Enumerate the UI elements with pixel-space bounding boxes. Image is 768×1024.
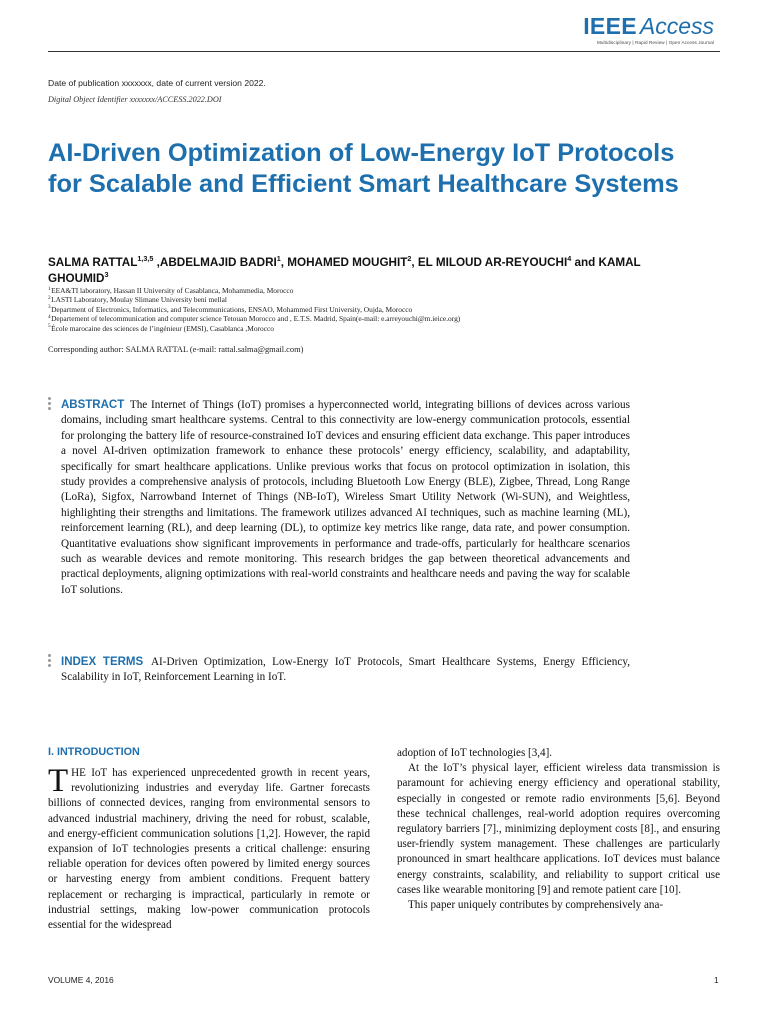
- affiliation-item: $^4$Departement of telecommunication and computer science Tetouan Morocco and , E.T.S. Madrid, Spain(e-mail: e.arreyouchi@m.ieice.org): [48, 313, 461, 324]
- publication-date: Date of publication xxxxxxx, date of current version 2022.: [48, 78, 266, 88]
- affiliation-list: [48, 286, 720, 333]
- header-rule: [48, 51, 720, 52]
- author-affil-sup: 2: [407, 254, 412, 264]
- index-terms-block: [61, 655, 630, 686]
- author-name: MOHAMED MOUGHIT: [287, 256, 408, 269]
- body-paragraph: This paper uniquely contributes by comprehensively ana-: [408, 899, 664, 912]
- logo-access-text: Access: [639, 13, 714, 39]
- affiliation-item: $^5$École marocaine des sciences de l’ingénieur (EMSI), Casablanca ,Morocco: [48, 323, 274, 333]
- author-affil-sup: 4: [567, 254, 572, 264]
- author-name: EL MILOUD AR-REYOUCHI: [417, 256, 568, 269]
- author-name: KAMAL GHOUMID: [48, 256, 641, 285]
- abstract-dots-icon: [48, 397, 52, 412]
- author-name: ABDELMAJID BADRI: [159, 256, 277, 269]
- author-name: SALMA RATTAL: [48, 256, 138, 269]
- affiliation-item: $^1$EEA&TI laboratory, Hassan II University of Casablanca, Mohammedia, Morocco: [48, 285, 294, 295]
- section-heading: I. INTRODUCTION: [48, 746, 140, 758]
- index-terms-text: AI-Driven Optimization, Low-Energy IoT Protocols, Smart Healthcare Systems, Energy Efficiency, Scalability in IoT, Reinforcement Learning in IoT.: [61, 656, 630, 684]
- right-column: [397, 746, 720, 913]
- affiliation-item: $^2$LASTI Laboratory, Moulay Slimane University beni mellal: [48, 294, 227, 305]
- intro-paragraph: THE IoT has experienced unprecedented growth in recent years, revolutionizing industries and everyday life. Gartner forecasts billions of connected devices, ranging from environmental sensors to advanced industrial machinery, driving the need for robust, scalable, and energy-efficient communication solutions [1,2]. However, the rapid expansion of IoT technologies presents a critical challenge: ensuring reliable operation for devices often powered by limited energy sources or harvesting energy from ambient conditions. Frequent battery replacement or recharging is impractical, particularly in remote or industrial settings, making low-power communication protocols essential for the widespread: [48, 763, 370, 932]
- abstract-heading: ABSTRACT: [61, 399, 125, 411]
- index-terms-heading: INDEX TERMS: [61, 656, 144, 668]
- page-number: 1: [714, 975, 719, 985]
- author-affil-sup: 3: [104, 269, 109, 279]
- left-column: [48, 763, 370, 933]
- doi-line: Digital Object Identifier xxxxxxx/ACCESS.2022.DOI: [48, 95, 222, 104]
- journal-logo: [583, 14, 714, 45]
- logo-ieee-text: IEEE: [583, 13, 637, 39]
- logo-tagline: Multidisciplinary | Rapid Review | Open Access Journal: [596, 40, 714, 45]
- author-affil-sup: 1,3,5: [137, 254, 154, 264]
- drop-cap: T: [48, 763, 69, 799]
- corresponding-author: Corresponding author: SALMA RATTAL (e-mail: rattal.salma@gmail.com): [48, 345, 304, 354]
- author-list: SALMA RATTAL$^{1,3,5}$ ,ABDELMAJID BADRI$^1$, MOHAMED MOUGHIT$^2$, EL MILOUD AR-REYOUCHI$^4$ and KAMAL GHOUMID$^3$: [48, 254, 641, 285]
- paper-title: AI-Driven Optimization of Low-Energy IoT Protocols for Scalable and Efficient Smart Healthcare Systems: [48, 139, 679, 198]
- footer-volume: VOLUME 4, 2016: [48, 975, 114, 985]
- abstract-text: The Internet of Things (IoT) promises a hyperconnected world, integrating billions of devices across various domains, including smart healthcare systems. Central to this connectivity are low-energy communication protocols, essential for prolonging the battery life of resource-constrained IoT devices and ensuring efficient data exchange. This paper introduces a novel AI-driven optimization framework to enhance these protocols’ energy efficiency, scalability, and adaptability, specifically for smart healthcare applications. Unlike previous works that focus on protocol optimization in isolation, this study provides a comprehensive analysis of protocols, including Bluetooth Low Energy (BLE), Zigbee, Thread, Long Range (LoRa), Sigfox, Narrowband Internet of Things (NB-IoT), Wireless Smart Utility Network (Wi-SUN), and Weightless, highlighting their strengths and limitations. The framework utilizes advanced AI techniques, such as machine learning (ML), reinforcement learning (RL), and deep learning (DL), to optimize key metrics like range, data rate, and power consumption. Quantitative evaluations show significant improvements in performance and trade-offs, particularly for healthcare scenarios such as wearable devices and remote monitoring. This research bridges the gap between theoretical advancements and practical deployments, aligning optimizations with real-world constraints and healthcare needs and paving the way for scalable IoT solutions.: [61, 399, 630, 596]
- abstract-block: [61, 398, 630, 598]
- author-affil-sup: 1: [276, 254, 281, 264]
- index-terms-dots-icon: [48, 654, 52, 669]
- body-paragraph: At the IoT’s physical layer, efficient wireless data transmission is paramount for achieving energy efficiency and operational stability, especially in congested or remote radio environments [5,6]. Beyond these technical challenges, real-world adoption requires overcoming regulatory barriers [7]., minimizing deployment costs [8]., and ensuring user-friendly system management. These challenges are particularly pronounced in smart healthcare applications. IoT devices must balance energy constraints, scalability, and reliability to support critical use cases like wearable monitoring [9] and remote patient care [10].: [397, 762, 720, 896]
- body-paragraph: adoption of IoT technologies [3,4].: [397, 747, 553, 759]
- affiliation-item: $^3$Department of Electronics, Informatics, and Telecommunications, ENSAO, Mohammed First University, Oujda, Morocco: [48, 304, 413, 314]
